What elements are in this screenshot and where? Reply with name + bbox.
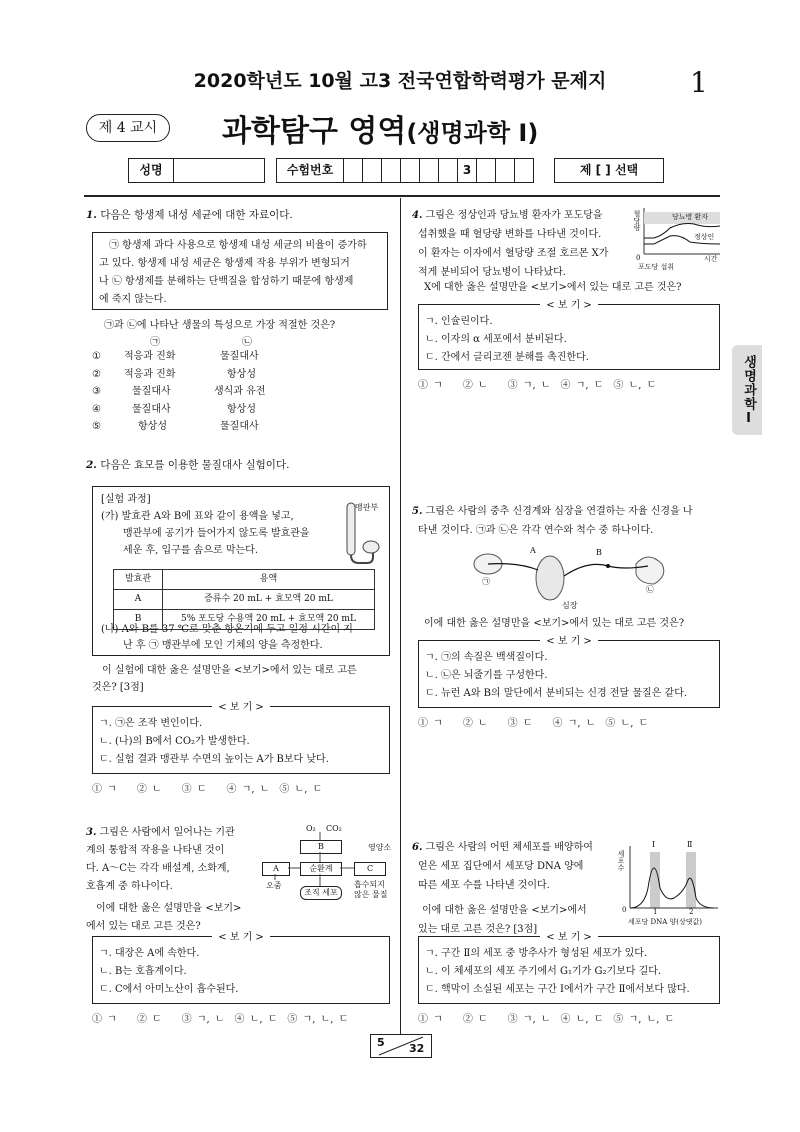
subject-main: 과학탐구 영역: [222, 114, 407, 149]
q1-option[interactable]: ② 적응과 진화 항상성: [92, 368, 256, 380]
q1-option[interactable]: ④ 물질대사 항상성: [92, 403, 256, 415]
exam-title: 2020학년도 10월 고3 전국연합학력평가 문제지: [193, 70, 607, 92]
q3-stem: 3. 그림은 사람에서 일어나는 기관 계의 통합적 작용을 나타낸 것이 다. A～C는 각각 배설계, 소화계, 호흡계 중 하나이다. 이에 대한 옳은 설명만을 <보기> 에서 있는 대로 고른 것은?: [86, 827, 242, 932]
q2-choices[interactable]: ① ㄱ ② ㄴ ③ ㄷ ④ ㄱ, ㄴ ⑤ ㄴ, ㄷ: [92, 784, 323, 795]
q1: [86, 206, 390, 225]
subject-sub: (생명과학 Ⅰ): [406, 119, 539, 147]
tube-label: 맹관부: [355, 503, 379, 512]
q4-stem: 4. 그림은 정상인과 당뇨병 환자가 포도당을 섭취했을 때 혈당량 변화를 나타낸 것이다. 이 환자는 이자에서 혈당량 조절 호르몬 X가 적게 분비되어 당뇨병이 나타났다.: [412, 210, 609, 278]
name-field[interactable]: [173, 158, 265, 183]
q3-bogi-box: < 보 기 > ㄱ. 대장은 A에 속한다. ㄴ. B는 호흡계이다. ㄷ. C에서 아미노산이 흡수된다.: [92, 936, 390, 1004]
page-number: 1: [690, 66, 708, 99]
q1-box-line: ㉠ 항생제 과다 사용으로 항생제 내성 세균의 비율이 증가하: [109, 240, 367, 251]
page-total: 32: [409, 1042, 425, 1055]
q4-choices[interactable]: ① ㄱ ② ㄴ ③ ㄱ, ㄴ ④ ㄱ, ㄷ ⑤ ㄴ, ㄷ: [418, 380, 657, 391]
q2-table: 발효관 용액 A 증류수 20 mL + 효모액 20 mL B 5% 포도당 수용액 20 mL + 효모액 20 mL: [113, 569, 375, 630]
exam-no-label: 수험번호: [276, 158, 344, 183]
q1-box-line: 고 있다. 항생제 내성 세균은 항생제 작용 부위가 변형되거: [99, 258, 350, 269]
q5-stem: 5. 그림은 사람의 중추 신경계와 심장을 연결하는 자율 신경을 나 타낸 것이다. ㉠과 ㉡은 각각 연수와 척수 중 하나이다.: [412, 506, 693, 536]
q4-question: X에 대한 옳은 설명만을 <보기>에서 있는 대로 고른 것은?: [424, 282, 682, 293]
q5-question: 이에 대한 옳은 설명만을 <보기>에서 있는 대로 고른 것은?: [424, 618, 685, 629]
q1-question: ㉠과 ㉡에 나타난 생물의 특성으로 가장 적절한 것은?: [104, 320, 336, 331]
q5-bogi-box: < 보 기 > ㄱ. ㉠의 속질은 백색질이다. ㄴ. ㉡은 뇌줄기를 구성한다. ㄷ. 뉴런 A와 B의 말단에서 분비되는 신경 전달 물질은 같다.: [418, 640, 720, 708]
q2-bogi-box: < 보 기 > ㄱ. ㉠은 조작 변인이다. ㄴ. (나)의 B에서 CO₂가 발생한다. ㄷ. 실험 결과 맹관부 수면의 높이는 A가 B보다 낮다.: [92, 706, 390, 774]
q1-option[interactable]: ① 적응과 진화 물질대사: [92, 351, 259, 362]
page-counter: [370, 1034, 432, 1058]
q1-col1: ㉠: [150, 337, 160, 348]
q1-col2: ㉡: [242, 337, 252, 348]
q1-info-box: [92, 232, 388, 310]
q4-glucose-graph: 혈당량 당뇨병 환자 정상인 시간 0 포도당 섭취: [632, 204, 722, 270]
name-label: 성명: [128, 158, 174, 183]
q2-experiment-box: [실험 과정] (가) 발효관 A와 B에 표와 같이 용액을 넣고, 맹관부에 공기가 들어가지 않도록 발효관을 세운 후, 입구를 솜으로 막는다. 맹관부 발효관 용액 A 증류수 20 mL + 효모액 20 mL B 5% 포도당 수용액 20 mL + 효모액 20 mL (나) A와 B를 37 ℃로 맞춘 항온기에 두고 일정 시간이 지 난 후 ㉠ 맹관부에 모인 기체의 양을 측정한다.: [92, 486, 390, 656]
exam-no-digit: 3: [457, 158, 477, 183]
column-divider: [400, 198, 401, 1034]
q2-question: 이 실험에 대한 옳은 설명만을 <보기>에서 있는 대로 고른 것은? [3점]: [92, 665, 357, 693]
q3-choices[interactable]: ① ㄱ ② ㄷ ③ ㄱ, ㄴ ④ ㄴ, ㄷ ⑤ ㄱ, ㄴ, ㄷ: [92, 1014, 349, 1025]
q6-bogi-box: < 보 기 > ㄱ. 구간 Ⅱ의 세포 중 방추사가 형성된 세포가 있다. ㄴ. 이 체세포의 세포 주기에서 G₁기가 G₂기보다 길다. ㄷ. 핵막이 소실된 세포는 구간 Ⅰ에서가 구간 Ⅱ에서보다 많다.: [418, 936, 720, 1004]
exam-no-field[interactable]: [343, 158, 536, 183]
q1-options: [92, 334, 392, 436]
q6-choices[interactable]: ① ㄱ ② ㄷ ③ ㄱ, ㄴ ④ ㄴ, ㄷ ⑤ ㄱ, ㄴ, ㄷ: [418, 1014, 675, 1025]
info-row: [128, 158, 664, 183]
q1-box-line: 나 ㉡ 항생제를 분해하는 단백질을 합성하기 때문에 항생제: [99, 276, 354, 287]
q5-nerve-diagram: A B ㉠ ㉡ 심장: [468, 540, 678, 612]
q1-box-line: 에 죽지 않는다.: [99, 294, 167, 305]
select-label: 제 [ ] 선택: [554, 158, 664, 183]
subject-side-tab: 생명과학Ⅰ: [732, 345, 762, 435]
q2-stem: 2. 다음은 효모를 이용한 물질대사 실험이다.: [86, 459, 290, 471]
subject-title: [222, 106, 538, 150]
q4-bogi-box: < 보 기 > ㄱ. 인슐린이다. ㄴ. 이자의 α 세포에서 분비된다. ㄷ. 간에서 글리코젠 분해를 촉진한다.: [418, 304, 720, 370]
q6-stem: 6. 그림은 사람의 어떤 체세포를 배양하여 얻은 세포 집단에서 세포당 DNA 양에 따른 세포 수를 나타낸 것이다. 이에 대한 옳은 설명만을 <보기>에서 있는 대로 고른 것은? [3점]: [412, 842, 593, 935]
q1-option[interactable]: ③ 물질대사 생식과 유전: [92, 386, 266, 397]
page-current: 5: [377, 1036, 385, 1049]
q1-stem: 1. 다음은 항생제 내성 세균에 대한 자료이다.: [86, 209, 293, 221]
q3-organ-diagram: O₂ CO₂ B 영양소 A 순환계 C 오줌 조직 세포 흡수되지 않은 물질: [258, 822, 398, 930]
period-badge: 제 4 교시: [86, 114, 170, 142]
q1-option[interactable]: ⑤ 항상성 물질대사: [92, 421, 259, 432]
header-rule: [84, 195, 720, 197]
q6-dna-graph: 세포수 Ⅰ Ⅱ 0 1 2 세포당 DNA 양(상댓값): [614, 838, 720, 928]
q5-choices[interactable]: ① ㄱ ② ㄴ ③ ㄷ ④ ㄱ, ㄴ ⑤ ㄴ, ㄷ: [418, 718, 649, 729]
